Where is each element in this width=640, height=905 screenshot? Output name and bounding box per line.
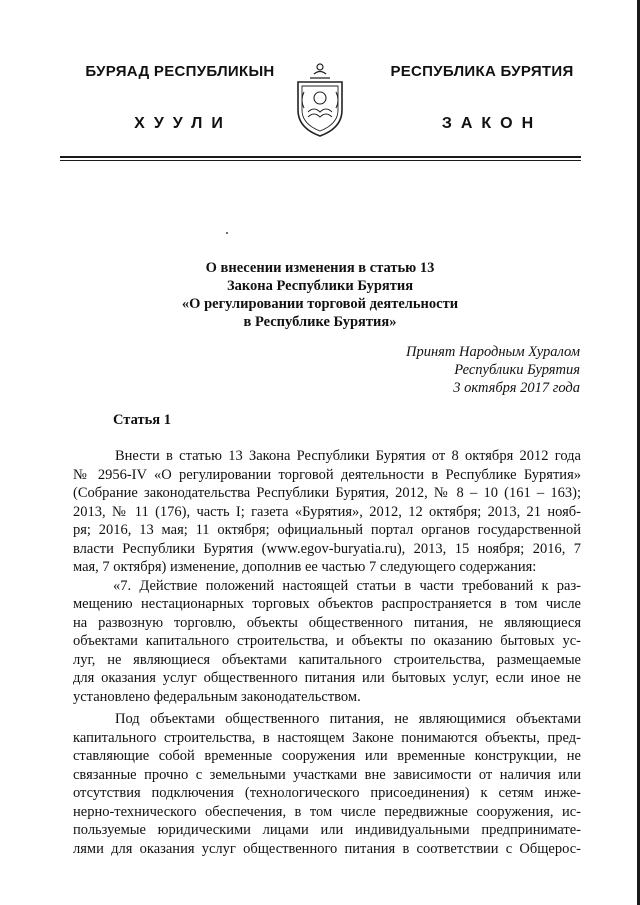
paragraph-line: власти Республики Бурятия (www.egov-buryatia.ru), 2013, 15 ноября; 2016, 7 [73,540,581,557]
header-right-title: РЕСПУБЛИКА БУРЯТИЯ [390,63,574,80]
adoption-line: 3 октября 2017 года [453,380,580,396]
paragraph-line: Внести в статью 13 Закона Республики Бурятия от 8 октября 2012 года [115,448,581,464]
coat-of-arms-icon [292,58,348,140]
header-left-title: БУРЯАД РЕСПУБЛИКЫН [85,63,275,80]
header-left-subtitle: ХУУЛИ [134,115,232,132]
paragraph-line: ря; 2016, 13 мая; 11 октября; официальный портал органов государственной [73,522,581,538]
paragraph-line: отсутствия подключения (технологического присоединения) к сетям инже- [73,785,581,801]
paragraph-line: мая, 7 октября) изменение, дополнив ее частью 7 следующего содержания: [73,559,537,575]
paragraph-line: луг, не являющиеся объектами капитального строительства, размещаемые [73,651,581,668]
header-rule-thick [60,156,581,158]
header-right-subtitle: ЗАКОН [441,115,543,132]
adoption-line: Принят Народным Хуралом [405,344,580,360]
paragraph-line: 2013, № 11 (176), часть I; газета «Бурятия», 2012, 12 октября; 2013, 21 нояб- [73,503,581,520]
title-line: в Республике Бурятия» [243,314,397,330]
article-heading: Статья 1 [113,412,171,428]
title-line: О внесении изменения в статью 13 [205,260,435,276]
adoption-line: Республики Бурятия [454,362,580,378]
title-line: Закона Республики Бурятия [226,278,414,294]
stray-mark [226,232,228,234]
header-rule-thin [60,160,581,161]
article-body [73,447,581,858]
paragraph-line: для оказания услуг общественного питания или бытовых услуг, если иное не [73,670,581,686]
paragraph-line: лями для оказания услуг общественного питания в соответствии с Общерос- [73,840,581,857]
adoption-note [320,343,580,397]
paragraph-line: мещению нестационарных торговых объектов распространяется в том числе [73,596,581,612]
paragraph-line: «7. Действие положений настоящей статьи в части требований к раз- [113,577,581,594]
paragraph-line: № 2956-IV «О регулировании торговой деятельности в Республике Бурятия» [73,466,581,483]
law-title [140,259,500,331]
paragraph-line: (Собрание законодательства Республики Бурятия, 2012, № 8 – 10 (161 – 163); [73,485,581,501]
paragraph-line: пользуемые юридическими лицами или индивидуальными предпринимате- [73,822,581,838]
paragraph-line: установлено федеральным законодательством. [73,688,361,705]
paragraph-line: Под объектами общественного питания, не являющимися объектами [115,711,581,727]
paragraph-line: связанные прочно с земельными участками вне зависимости от наличия или [73,766,581,783]
paragraph-line: ставляющие собой временные сооружения или временные конструкции, не [73,748,581,764]
paragraph-line: капитального строительства, в настоящем Законе понимаются объекты, пред- [73,729,581,746]
paragraph-line: на развозную торговлю, объекты общественного питания, не являющиеся [73,614,581,631]
title-line: «О регулировании торговой деятельности [181,296,459,312]
paragraph-line: объектами капитального строительства, и объекты по оказанию бытовых ус- [73,633,581,649]
paragraph-line: нерно-технического обеспечения, в том числе передвижные сооружения, ис- [73,803,581,820]
